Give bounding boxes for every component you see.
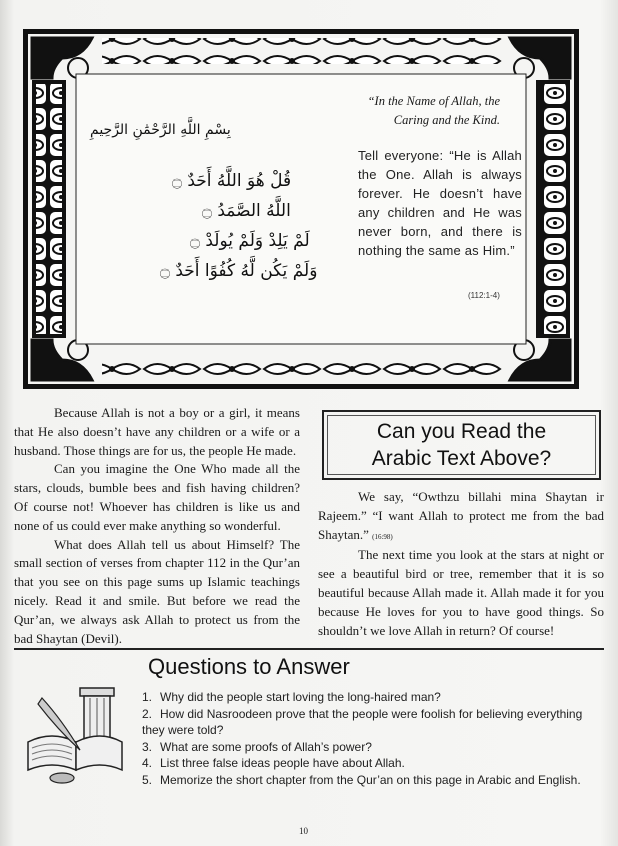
paragraph: [318, 488, 604, 546]
open-book-quill-column-icon: [22, 680, 134, 788]
question-text: Memorize the short chapter from the Qur’an on this page in Arabic and English.: [160, 772, 581, 787]
verse-reference: (112:1-4): [468, 291, 500, 300]
arabic-verse-1: قُلْ هُوَ اللَّهُ أَحَدٌ ۝: [172, 171, 292, 191]
question-number: 2.: [142, 706, 153, 721]
list-item: [142, 755, 604, 772]
list-item: [142, 772, 604, 789]
question-number: 4.: [142, 756, 153, 770]
list-item: [142, 689, 604, 706]
questions-list: [142, 689, 604, 788]
bismillah-arabic: بِسْمِ اللَّهِ الرَّحْمَٰنِ الرَّحِيمِ: [90, 122, 231, 138]
translation-heading: “In the Name of Allah, the Caring and the Kind.: [367, 94, 500, 127]
questions-title: Questions to Answer: [148, 654, 350, 679]
list-item: [142, 739, 604, 756]
paragraph: What does Allah tell us about Himself? The small section of verses from chapter 112 in the Qur’an that you see on this page sums up Islamic teachings nicely. Read it and smile. But before we read the Qur’an, we always ask Allah to protect us from the bad Shaytan (Devil).: [14, 536, 300, 646]
question-number: 5.: [142, 772, 153, 787]
left-column-text: [14, 404, 300, 648]
question-text: How did Nasroodeen prove that the people were foolish for believing everything they were told?: [142, 706, 583, 737]
paragraph: Can you imagine the One Who made all the stars, clouds, bumble bees and fish having children? Of course not! Whoever has children is like us and none of us could ever make anything so wonderful.: [14, 461, 300, 533]
question-number: 1.: [142, 690, 153, 704]
callout-box: [322, 410, 601, 480]
callout-inner: [327, 415, 596, 475]
paragraph: Because Allah is not a boy or a girl, it means that He also doesn’t have any children or a wife or a husband. Those things are for us, the people He made.: [14, 405, 300, 458]
page-number: 10: [299, 826, 308, 836]
question-text: List three false ideas people have about Allah.: [160, 756, 405, 770]
paragraph-text: We say, “Owthzu billahi mina Shaytan ir Rajeem.” “I want Allah to protect me from the bad Shaytan.”: [318, 489, 604, 542]
paragraph: The next time you look at the stars at night or see a beautiful bird or tree, remember that it is so beautiful because Allah made it. Allah made it for you because He loves for you to have good things. So shouldn’t we love Allah in return? Of course!: [318, 547, 604, 638]
section-divider: [14, 648, 604, 650]
arabic-verse-4: وَلَمْ يَكُن لَّهُ كُفُوًا أَحَدٌ ۝: [160, 261, 318, 281]
translation-quote: Tell everyone: “He is Allah the One. Allah is always forever. He doesn’t have any children and He was never born, and there is nothing the same as Him.”: [358, 148, 522, 258]
question-number: 3.: [142, 739, 153, 754]
arabic-verse-3: لَمْ يَلِدْ وَلَمْ يُولَدْ ۝: [190, 231, 310, 251]
question-text: Why did the people start loving the long-haired man?: [160, 690, 441, 704]
right-column-text: [318, 488, 604, 640]
callout-line-2: Arabic Text Above?: [371, 447, 552, 470]
callout-line-1: Can you Read the: [376, 420, 547, 443]
list-item: [142, 706, 604, 739]
arabic-verse-2: اللَّهُ الصَّمَدُ ۝: [202, 201, 291, 221]
footnote-reference: (16:98): [372, 532, 393, 541]
question-text: What are some proofs of Allah’s power?: [160, 739, 372, 754]
